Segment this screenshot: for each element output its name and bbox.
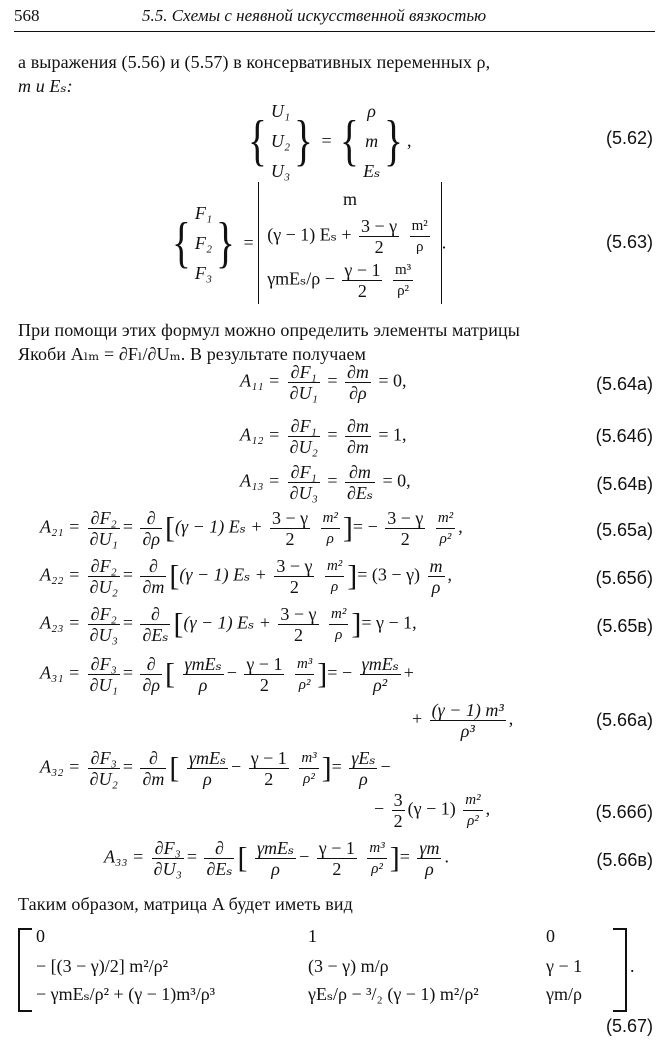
frac-den: ∂Eₛ — [142, 625, 169, 645]
frac-num: ∂ — [140, 556, 166, 577]
eq-tail: , — [458, 516, 463, 537]
eq-lhs: A₂₂ = — [40, 564, 81, 585]
eq-number-5-65b: (5.65б) — [595, 568, 653, 588]
frac-num: γmEₛ — [188, 748, 227, 768]
equation-5-63: { F₁ F₂ F₃ } = m (γ − 1) Eₛ + $\frac{3 - \gamma}{2}$ $\frac{\text{m²}}{\rho}$ γmEₛ/ρ − $\frac{\gamma - 1}{2}$ $\frac{\text{m³}}{\text{ρ²}}$ . — [168, 182, 446, 304]
eq-lhs: A₁₃ = — [240, 470, 281, 491]
eq-number-5-65v: (5.65в) — [596, 616, 653, 636]
equation-5-64b: A₁₂ = $\frac{\text{∂F₁}}{\text{∂U₂}}$ = $\frac{\partial m}{\partial m}$ = 1, — [240, 416, 407, 457]
frac-den: ρ² — [467, 813, 479, 829]
eq-rhs: = 1, — [378, 424, 407, 445]
frac-den: 2 — [357, 281, 367, 301]
minus: − — [226, 662, 237, 683]
eq-rhs: = − — [327, 662, 353, 683]
matrix-cell: γEₛ/ρ − ³/₂ (γ − 1) m²/ρ² — [308, 984, 479, 1004]
eq-5-62-lhs — [271, 96, 290, 186]
equation-5-65v: A₂₃ = $\frac{\text{∂F₂}}{\text{∂U₃}}$ = $\frac{\partial}{\text{∂Eₛ}}$ [(γ − 1) Eₛ + $\frac{3 - \gamma}{2}$ $\frac{\text{m²}}{\rho}$ ]= γ − 1, — [40, 604, 417, 645]
frac-den: ∂U₁ — [89, 675, 118, 695]
right-bracket — [613, 928, 627, 1012]
frac-num: ∂F₂ — [88, 556, 120, 577]
frac-num: ∂F₂ — [88, 508, 120, 529]
equation-5-66b: A₃₂ = $\frac{\text{∂F₃}}{\text{∂U₂}}$ = $\frac{\partial}{\partial m}$ [ $\frac{\text{γmEₛ}}{\rho}$ − $\frac{\gamma - 1}{2}$ $\frac{\text{m³}}{\text{ρ²}}$ ]= $\frac{\text{γEₛ}}{\rho}$ − — [40, 748, 391, 789]
eq-tail: , — [508, 708, 514, 729]
eq-number-5-64b: (5.64б) — [595, 426, 653, 446]
frac-den: ρ² — [373, 675, 388, 695]
lhs-row: F₃ — [194, 263, 213, 283]
eq-lhs: A₂₁ = — [40, 516, 81, 537]
frac-num: m² — [321, 508, 340, 529]
eq-rhs: = (3 − γ) — [357, 564, 421, 585]
eq-lhs: A₂₃ = — [40, 612, 81, 633]
frac-den: ρ — [335, 627, 343, 643]
frac-num: m² — [436, 508, 455, 529]
eq-5-63-lhs — [195, 198, 212, 288]
frac-num: 3 — [393, 790, 403, 810]
rhs-row-3 — [267, 260, 433, 304]
eq-number-5-67: (5.67) — [605, 1016, 653, 1036]
frac-den: ∂ρ — [142, 529, 161, 549]
eq-number-5-65a: (5.65а) — [595, 520, 653, 540]
minus: − — [299, 846, 310, 867]
frac-num: γm — [419, 838, 440, 858]
frac-den: ∂ρ — [349, 383, 367, 403]
frac-num: 3 − γ — [387, 508, 424, 528]
frac-num: ∂F₃ — [152, 838, 184, 859]
frac-den: ρ² — [298, 677, 311, 693]
frac-den: ρ — [331, 579, 339, 595]
frac-num: m² — [329, 604, 348, 625]
equation-5-64a: A₁₁ = $\frac{\text{∂F₁}}{\text{∂U₁}}$ = $\frac{\partial m}{\partial\rho}$ = 0, — [240, 362, 407, 403]
frac-num: m² — [325, 556, 344, 577]
rhs-row: m — [365, 131, 379, 151]
eq-5-63-rhs — [258, 182, 442, 304]
row3-text: γmEₛ/ρ − — [267, 268, 335, 289]
frac-den: ρ³ — [460, 721, 475, 741]
eq-tail: − — [380, 756, 391, 777]
rhs-row-2 — [267, 216, 433, 260]
eq-rhs: = γ − 1, — [361, 612, 417, 633]
frac-num: γ − 1 — [344, 260, 381, 280]
frac-num: ∂ — [204, 838, 234, 859]
frac-den: ∂U₃ — [89, 625, 118, 645]
equation-5-65a: A₂₁ = $\frac{\text{∂F₂}}{\text{∂U₁}}$ = $\frac{\partial}{\partial\rho}$ [(γ − 1) Eₛ + $\frac{3 - \gamma}{2}$ $\frac{\text{m²}}{\rho}$ ]= − $\frac{3 - \gamma}{2}$ $\frac{\text{m²}}{\text{ρ²}}$ , — [40, 508, 463, 549]
matrix-cell: γ − 1 — [546, 956, 583, 976]
frac-num: m³ — [367, 838, 386, 859]
eq-number-5-62: (5.62) — [605, 128, 653, 148]
matrix-cell: γm/ρ — [546, 984, 582, 1004]
frac-den: ρ² — [439, 531, 452, 547]
equation-5-64c: A₁₃ = $\frac{\text{∂F₁}}{\text{∂U₃}}$ = $\frac{\partial m}{\text{∂Eₛ}}$ = 0, — [240, 462, 411, 503]
frac-den: ∂m — [346, 437, 369, 457]
frac-den: ∂U₁ — [289, 383, 318, 403]
eq-lhs: A₃₁ = — [40, 662, 81, 683]
eq-number-5-66v: (5.66в) — [596, 850, 653, 870]
frac-num: γEₛ — [351, 748, 376, 768]
frac-num: 3 − γ — [361, 216, 398, 236]
eq-tail: . — [441, 232, 447, 253]
frac-den: ∂U₂ — [289, 437, 318, 457]
eq-number-5-66b: (5.66б) — [595, 802, 653, 822]
frac-num: γ − 1 — [250, 748, 287, 768]
frac-num: m³ — [393, 260, 413, 281]
frac-num: γmEₛ — [256, 838, 295, 858]
bracket-body: (γ − 1) Eₛ + — [179, 564, 267, 585]
equation-5-66a-continuation — [412, 700, 513, 741]
header-rule — [14, 31, 655, 32]
frac-num: γmEₛ — [184, 654, 222, 674]
frac-num: ∂F₃ — [88, 748, 120, 769]
page-header — [0, 0, 667, 36]
frac-den: ∂U₂ — [89, 577, 118, 597]
bracket-body: (γ − 1) Eₛ + — [183, 612, 271, 633]
eq-rhs: = — [399, 846, 410, 867]
intro-line-1: а выражения (5.56) и (5.57) в консервативных переменных ρ, — [18, 52, 491, 72]
equation-5-66a: A₃₁ = $\frac{\text{∂F₃}}{\text{∂U₁}}$ = $\frac{\partial}{\partial\rho}$ [ $\frac{\text{γmEₛ}}{\rho}$ − $\frac{\gamma - 1}{2}$ $\frac{\text{m³}}{\text{ρ²}}$ ]= − $\frac{\text{γmEₛ}}{\text{ρ²}}$ + — [40, 654, 414, 695]
eq-tail: , — [447, 564, 453, 585]
matrix-cell: 0 — [36, 926, 45, 946]
frac-num: m³ — [295, 654, 314, 675]
frac-num: m — [429, 556, 443, 576]
equation-5-66v: A₃₃ = $\frac{\text{∂F₃}}{\text{∂U₃}}$ = $\frac{\partial}{\text{∂Eₛ}}$ [ $\frac{\text{γmEₛ}}{\rho}$ − $\frac{\gamma - 1}{2}$ $\frac{\text{m³}}{\text{ρ²}}$ ]= $\frac{\gamma m}{\rho}$ . — [104, 838, 449, 879]
frac-den: ρ — [271, 859, 280, 879]
frac-den: ρ — [198, 675, 208, 695]
frac-den: 2 — [285, 529, 295, 549]
frac-num: γ − 1 — [246, 654, 283, 674]
frac-num: (γ − 1) m³ — [431, 700, 504, 720]
frac-num: γ − 1 — [318, 838, 355, 858]
frac-num: γmEₛ — [361, 654, 399, 674]
frac-den: 2 — [332, 859, 342, 879]
frac-den: ∂Eₛ — [346, 483, 373, 503]
intro-line-2: m и Eₛ: — [18, 76, 73, 96]
eq-number-5-64a: (5.64а) — [595, 374, 653, 394]
jacobi-line-1: При помощи этих формул можно определить элементы матрицы — [18, 320, 520, 340]
frac-num: ∂F₁ — [288, 462, 320, 483]
eq-lhs: A₁₁ = — [240, 370, 281, 391]
rhs-row: Eₛ — [363, 161, 381, 181]
equation-5-62: { U₁ U₂ U₃ } = { ρ m Eₛ } , — [244, 96, 412, 186]
eq-tail: + — [403, 662, 414, 683]
frac-den: ρ² — [371, 861, 383, 877]
frac-num: ∂m — [346, 416, 369, 436]
frac-num: ∂ — [140, 748, 166, 769]
frac-den: ∂m — [142, 769, 165, 789]
equation-5-65b: A₂₂ = $\frac{\text{∂F₂}}{\text{∂U₂}}$ = $\frac{\partial}{\partial m}$ [(γ − 1) Eₛ + $\frac{3 - \gamma}{2}$ $\frac{\text{m²}}{\rho}$ ]= (3 − γ) $\frac{m}{\rho}$ , — [40, 556, 453, 597]
frac-den: ∂U₁ — [89, 529, 118, 549]
eq-lhs: A₃₂ = — [40, 756, 81, 777]
matrix-tail: . — [630, 956, 635, 976]
eq-number-5-63: (5.63) — [605, 232, 653, 252]
minus: − — [231, 756, 242, 777]
frac-num: ∂ — [140, 654, 162, 675]
matrix-cell: 0 — [546, 926, 555, 946]
frac-num: ∂ — [140, 508, 162, 529]
left-bracket — [18, 928, 32, 1012]
matrix-intro: Таким образом, матрица A будет иметь вид — [18, 894, 353, 914]
eq-number-5-64c: (5.64в) — [596, 474, 653, 494]
frac-num: m² — [463, 790, 482, 811]
frac-num: ∂m — [345, 462, 375, 483]
frac-den: 2 — [374, 237, 384, 257]
frac-num: 3 − γ — [271, 508, 309, 528]
frac-num: 3 − γ — [280, 604, 317, 624]
jacobi-matrix — [18, 928, 638, 1008]
lhs-row: U₃ — [270, 161, 291, 181]
eq-lhs: A₃₃ = — [104, 846, 145, 867]
frac-den: ρ² — [397, 283, 410, 299]
eq-tail: , — [485, 798, 491, 819]
matrix-cell: − γmEₛ/ρ² + (γ − 1)m³/ρ³ — [36, 984, 216, 1004]
frac-den: ρ² — [303, 771, 315, 787]
eq-number-5-66a: (5.66а) — [595, 710, 653, 730]
frac-den: ρ — [203, 769, 212, 789]
row2-text: (γ − 1) Eₛ + — [267, 224, 352, 245]
lhs-row: F₂ — [194, 233, 213, 253]
intro-paragraph — [18, 50, 653, 98]
rhs-row-1: m — [342, 189, 357, 209]
frac-num: ∂F₁ — [288, 416, 320, 437]
eq-tail: , — [407, 130, 412, 151]
frac-den: ∂U₃ — [153, 859, 182, 879]
eq-rhs: = − — [352, 516, 378, 537]
minus: − — [374, 798, 385, 819]
rhs-row: ρ — [367, 101, 376, 121]
frac-num: ∂ — [140, 604, 170, 625]
bracket-body: (γ − 1) Eₛ + — [175, 516, 263, 537]
plus: + — [412, 708, 423, 729]
frac-den: ∂m — [142, 577, 165, 597]
eq-rhs: = — [331, 756, 342, 777]
matrix-cell: − [(3 − γ)/2] m²/ρ² — [36, 956, 169, 976]
frac-den: ∂Eₛ — [206, 859, 233, 879]
frac-num: 3 − γ — [276, 556, 313, 576]
lhs-row: F₁ — [194, 203, 213, 223]
eq-5-62-rhs — [363, 96, 380, 186]
factor: (γ − 1) — [407, 798, 456, 819]
equation-5-66b-continuation — [374, 790, 490, 831]
frac-num: ∂F₁ — [288, 362, 320, 383]
frac-den: 2 — [400, 529, 410, 549]
frac-num: m² — [410, 216, 430, 237]
frac-den: 2 — [259, 675, 269, 695]
lhs-row: U₁ — [270, 101, 291, 121]
frac-num: ∂m — [346, 362, 369, 382]
frac-num: ∂F₂ — [88, 604, 120, 625]
frac-den: ρ — [431, 577, 441, 597]
lhs-row: U₂ — [270, 131, 291, 151]
eq-lhs: A₁₂ = — [240, 424, 281, 445]
frac-den: ∂U₂ — [89, 769, 118, 789]
matrix-cell: (3 − γ) m/ρ — [308, 956, 389, 976]
frac-den: ρ — [415, 239, 424, 255]
jacobi-paragraph — [18, 318, 653, 366]
frac-den: ρ — [359, 769, 368, 789]
frac-num: ∂F₃ — [88, 654, 120, 675]
frac-den: 2 — [293, 625, 303, 645]
frac-den: 2 — [289, 577, 299, 597]
frac-den: ρ — [425, 859, 434, 879]
eq-rhs: = 0, — [382, 470, 411, 491]
frac-den: 2 — [264, 769, 274, 789]
eq-tail: . — [444, 846, 449, 867]
frac-den: ∂ρ — [142, 675, 161, 695]
frac-den: ρ — [326, 531, 334, 547]
frac-den: 2 — [393, 811, 403, 831]
frac-den: ∂U₃ — [289, 483, 318, 503]
running-title: 5.5. Схемы с неявной искусственной вязкостью — [142, 6, 487, 25]
jacobi-line-2: Якоби Aₗₘ = ∂Fₗ/∂Uₘ. В результате получаем — [18, 344, 367, 364]
frac-num: m³ — [299, 748, 318, 769]
page-number: 568 — [14, 6, 40, 25]
eq-rhs: = 0, — [378, 370, 407, 391]
matrix-cell: 1 — [308, 926, 317, 946]
